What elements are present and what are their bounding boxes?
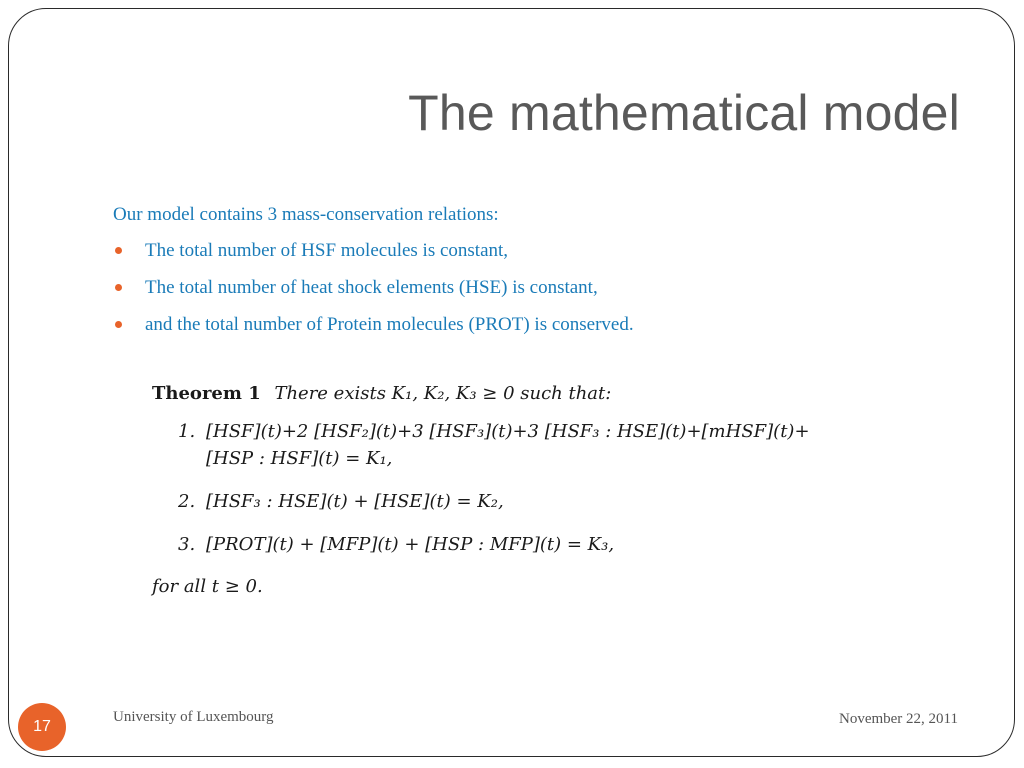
page-number: 17 xyxy=(33,718,51,735)
theorem-item-number: 2. xyxy=(178,491,196,512)
bullet-text: The total number of HSF molecules is constant, xyxy=(145,240,509,261)
bullet-item xyxy=(113,240,933,262)
theorem-footer: for all t ≥ 0. xyxy=(152,576,263,597)
footer-date: November 22, 2011 xyxy=(838,711,958,727)
slide-body xyxy=(113,204,933,351)
page-number-badge xyxy=(18,703,66,751)
bullet-item xyxy=(113,314,933,336)
equation-line: [HSF₃ : HSE](t) + [HSE](t) = K₂, xyxy=(206,491,504,512)
equation-line: [PROT](t) + [MFP](t) + [HSP : MFP](t) = K₃, xyxy=(206,534,615,555)
theorem-item-number: 3. xyxy=(178,534,196,555)
footer-institution: University of Luxembourg xyxy=(113,709,274,725)
theorem-header xyxy=(152,380,932,408)
theorem-item xyxy=(152,418,932,472)
bullet-text: and the total number of Protein molecules (PROT) is conserved. xyxy=(145,314,634,335)
bullet-list xyxy=(113,240,933,336)
bullet-text: The total number of heat shock elements (HSE) is constant, xyxy=(145,277,598,298)
theorem-list xyxy=(152,418,932,558)
bullet-item xyxy=(113,277,933,299)
theorem-item xyxy=(152,531,932,558)
theorem-block xyxy=(152,380,932,600)
theorem-intro: There exists K₁, K₂, K₃ ≥ 0 such that: xyxy=(274,383,612,404)
bullet-dot-icon xyxy=(115,321,122,328)
theorem-item xyxy=(152,488,932,515)
theorem-label: Theorem 1 xyxy=(152,383,261,404)
bullet-dot-icon xyxy=(115,284,122,291)
intro-text: Our model contains 3 mass-conservation relations: xyxy=(113,204,499,225)
equation-line: [HSF](t)+2 [HSF₂](t)+3 [HSF₃](t)+3 [HSF₃ : HSE](t)+[mHSF](t)+ xyxy=(206,421,810,442)
bullet-dot-icon xyxy=(115,247,122,254)
slide-title: The mathematical model xyxy=(408,85,960,141)
theorem-item-number: 1. xyxy=(178,421,196,442)
equation-line: [HSP : HSF](t) = K₁, xyxy=(206,448,393,469)
